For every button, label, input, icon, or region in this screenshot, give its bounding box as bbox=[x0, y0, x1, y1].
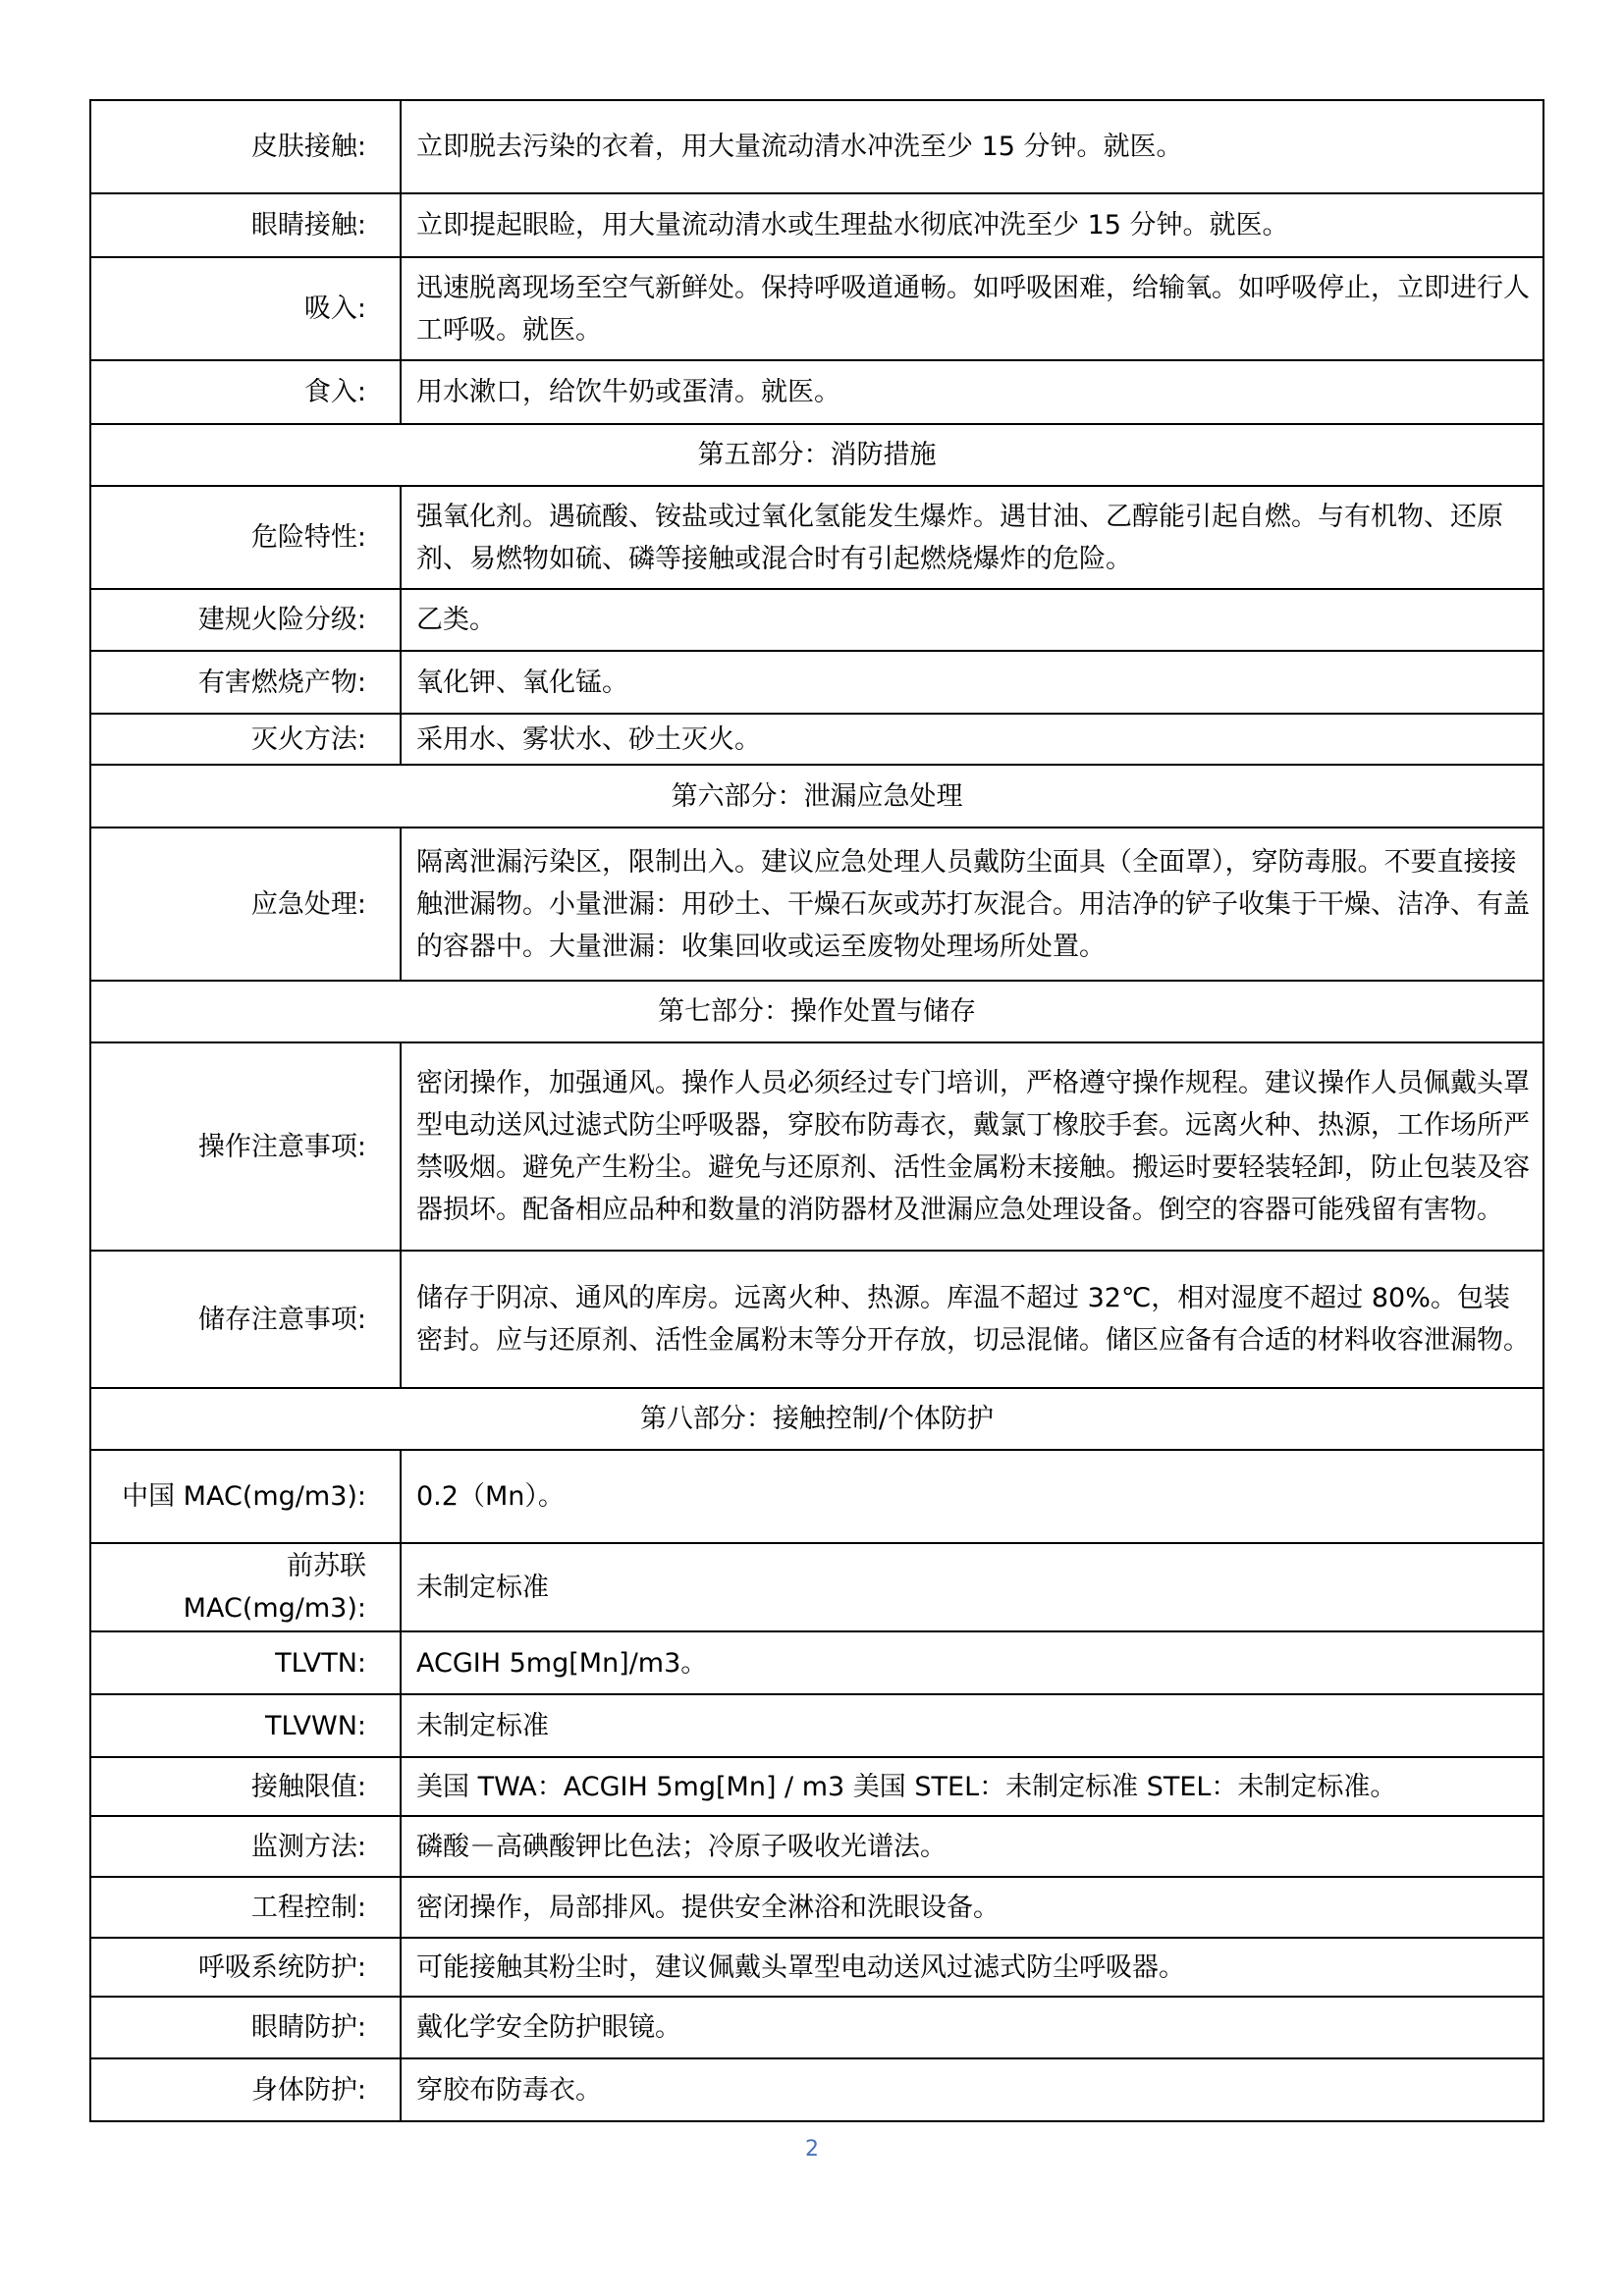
table-row bbox=[90, 193, 1543, 257]
table-row bbox=[90, 1042, 1543, 1251]
table-row bbox=[90, 589, 1543, 651]
table-row bbox=[90, 1694, 1543, 1757]
row-value: 美国 TWA：ACGIH 5mg[Mn] / m3 美国 STEL：未制定标准 STEL：未制定标准。 bbox=[401, 1757, 1543, 1816]
row-label: 有害燃烧产物: bbox=[90, 651, 401, 714]
table-row bbox=[90, 100, 1543, 193]
row-label: 建规火险分级: bbox=[90, 589, 401, 651]
section-title: 第七部分：操作处置与储存 bbox=[90, 981, 1543, 1042]
table-row bbox=[90, 651, 1543, 714]
msds-table-body bbox=[90, 100, 1543, 2121]
row-label: 储存注意事项: bbox=[90, 1251, 401, 1388]
row-label: 前苏联 MAC(mg/m3): bbox=[90, 1543, 401, 1631]
row-value: 磷酸－高碘酸钾比色法；冷原子吸收光谱法。 bbox=[401, 1816, 1543, 1877]
section-header-row bbox=[90, 1388, 1543, 1450]
row-value: 强氧化剂。遇硫酸、铵盐或过氧化氢能发生爆炸。遇甘油、乙醇能引起自燃。与有机物、还原剂、易燃物如硫、磷等接触或混合时有引起燃烧爆炸的危险。 bbox=[401, 486, 1543, 589]
table-row bbox=[90, 714, 1543, 765]
row-label: 眼睛接触: bbox=[90, 193, 401, 257]
row-label: 工程控制: bbox=[90, 1877, 401, 1938]
section-title: 第五部分：消防措施 bbox=[90, 424, 1543, 486]
table-row bbox=[90, 2058, 1543, 2121]
row-value: 隔离泄漏污染区，限制出入。建议应急处理人员戴防尘面具（全面罩），穿防毒服。不要直接接触泄漏物。小量泄漏：用砂土、干燥石灰或苏打灰混合。用洁净的铲子收集于干燥、洁净、有盖的容器中。大量泄漏：收集回收或运至废物处理场所处置。 bbox=[401, 828, 1543, 981]
row-label: 操作注意事项: bbox=[90, 1042, 401, 1251]
section-title: 第八部分：接触控制/个体防护 bbox=[90, 1388, 1543, 1450]
row-label: 皮肤接触: bbox=[90, 100, 401, 193]
row-value: 乙类。 bbox=[401, 589, 1543, 651]
row-label: 食入: bbox=[90, 360, 401, 424]
row-label: 危险特性: bbox=[90, 486, 401, 589]
row-value: 戴化学安全防护眼镜。 bbox=[401, 1997, 1543, 2058]
table-row bbox=[90, 1757, 1543, 1816]
row-value: 采用水、雾状水、砂土灭火。 bbox=[401, 714, 1543, 765]
table-row bbox=[90, 1251, 1543, 1388]
row-value: 可能接触其粉尘时，建议佩戴头罩型电动送风过滤式防尘呼吸器。 bbox=[401, 1938, 1543, 1997]
row-label: 中国 MAC(mg/m3): bbox=[90, 1450, 401, 1543]
table-row bbox=[90, 1997, 1543, 2058]
row-label: 应急处理: bbox=[90, 828, 401, 981]
row-value: ACGIH 5mg[Mn]/m3。 bbox=[401, 1631, 1543, 1694]
row-value: 未制定标准 bbox=[401, 1694, 1543, 1757]
row-label: 监测方法: bbox=[90, 1816, 401, 1877]
table-row bbox=[90, 1450, 1543, 1543]
row-label: 接触限值: bbox=[90, 1757, 401, 1816]
row-value: 密闭操作，加强通风。操作人员必须经过专门培训，严格遵守操作规程。建议操作人员佩戴头罩型电动送风过滤式防尘呼吸器，穿胶布防毒衣，戴氯丁橡胶手套。远离火种、热源，工作场所严禁吸烟。避免产生粉尘。避免与还原剂、活性金属粉末接触。搬运时要轻装轻卸，防止包装及容器损坏。配备相应品种和数量的消防器材及泄漏应急处理设备。倒空的容器可能残留有害物。 bbox=[401, 1042, 1543, 1251]
row-value: 0.2（Mn）。 bbox=[401, 1450, 1543, 1543]
row-value: 迅速脱离现场至空气新鲜处。保持呼吸道通畅。如呼吸困难，给输氧。如呼吸停止，立即进行人工呼吸。就医。 bbox=[401, 257, 1543, 360]
row-value: 氧化钾、氧化锰。 bbox=[401, 651, 1543, 714]
section-header-row bbox=[90, 424, 1543, 486]
row-label: 眼睛防护: bbox=[90, 1997, 401, 2058]
row-value: 储存于阴凉、通风的库房。远离火种、热源。库温不超过 32℃，相对湿度不超过 80%。包装密封。应与还原剂、活性金属粉末等分开存放，切忌混储。储区应备有合适的材料收容泄漏物。 bbox=[401, 1251, 1543, 1388]
table-row bbox=[90, 1631, 1543, 1694]
table-row bbox=[90, 1816, 1543, 1877]
row-value: 穿胶布防毒衣。 bbox=[401, 2058, 1543, 2121]
row-label: 呼吸系统防护: bbox=[90, 1938, 401, 1997]
row-label: 身体防护: bbox=[90, 2058, 401, 2121]
table-row bbox=[90, 360, 1543, 424]
section-header-row bbox=[90, 981, 1543, 1042]
row-value: 未制定标准 bbox=[401, 1543, 1543, 1631]
row-value: 密闭操作，局部排风。提供安全淋浴和洗眼设备。 bbox=[401, 1877, 1543, 1938]
row-label: 灭火方法: bbox=[90, 714, 401, 765]
row-label: 吸入: bbox=[90, 257, 401, 360]
row-value: 立即脱去污染的衣着，用大量流动清水冲洗至少 15 分钟。就医。 bbox=[401, 100, 1543, 193]
row-label: TLVWN: bbox=[90, 1694, 401, 1757]
table-row bbox=[90, 257, 1543, 360]
page-number: 2 bbox=[805, 2137, 819, 2162]
table-row bbox=[90, 828, 1543, 981]
row-value: 立即提起眼睑，用大量流动清水或生理盐水彻底冲洗至少 15 分钟。就医。 bbox=[401, 193, 1543, 257]
section-title: 第六部分：泄漏应急处理 bbox=[90, 765, 1543, 828]
msds-table bbox=[89, 99, 1544, 2122]
table-row bbox=[90, 1877, 1543, 1938]
table-row bbox=[90, 1543, 1543, 1631]
row-label: TLVTN: bbox=[90, 1631, 401, 1694]
row-value: 用水漱口，给饮牛奶或蛋清。就医。 bbox=[401, 360, 1543, 424]
table-row bbox=[90, 1938, 1543, 1997]
table-row bbox=[90, 486, 1543, 589]
section-header-row bbox=[90, 765, 1543, 828]
